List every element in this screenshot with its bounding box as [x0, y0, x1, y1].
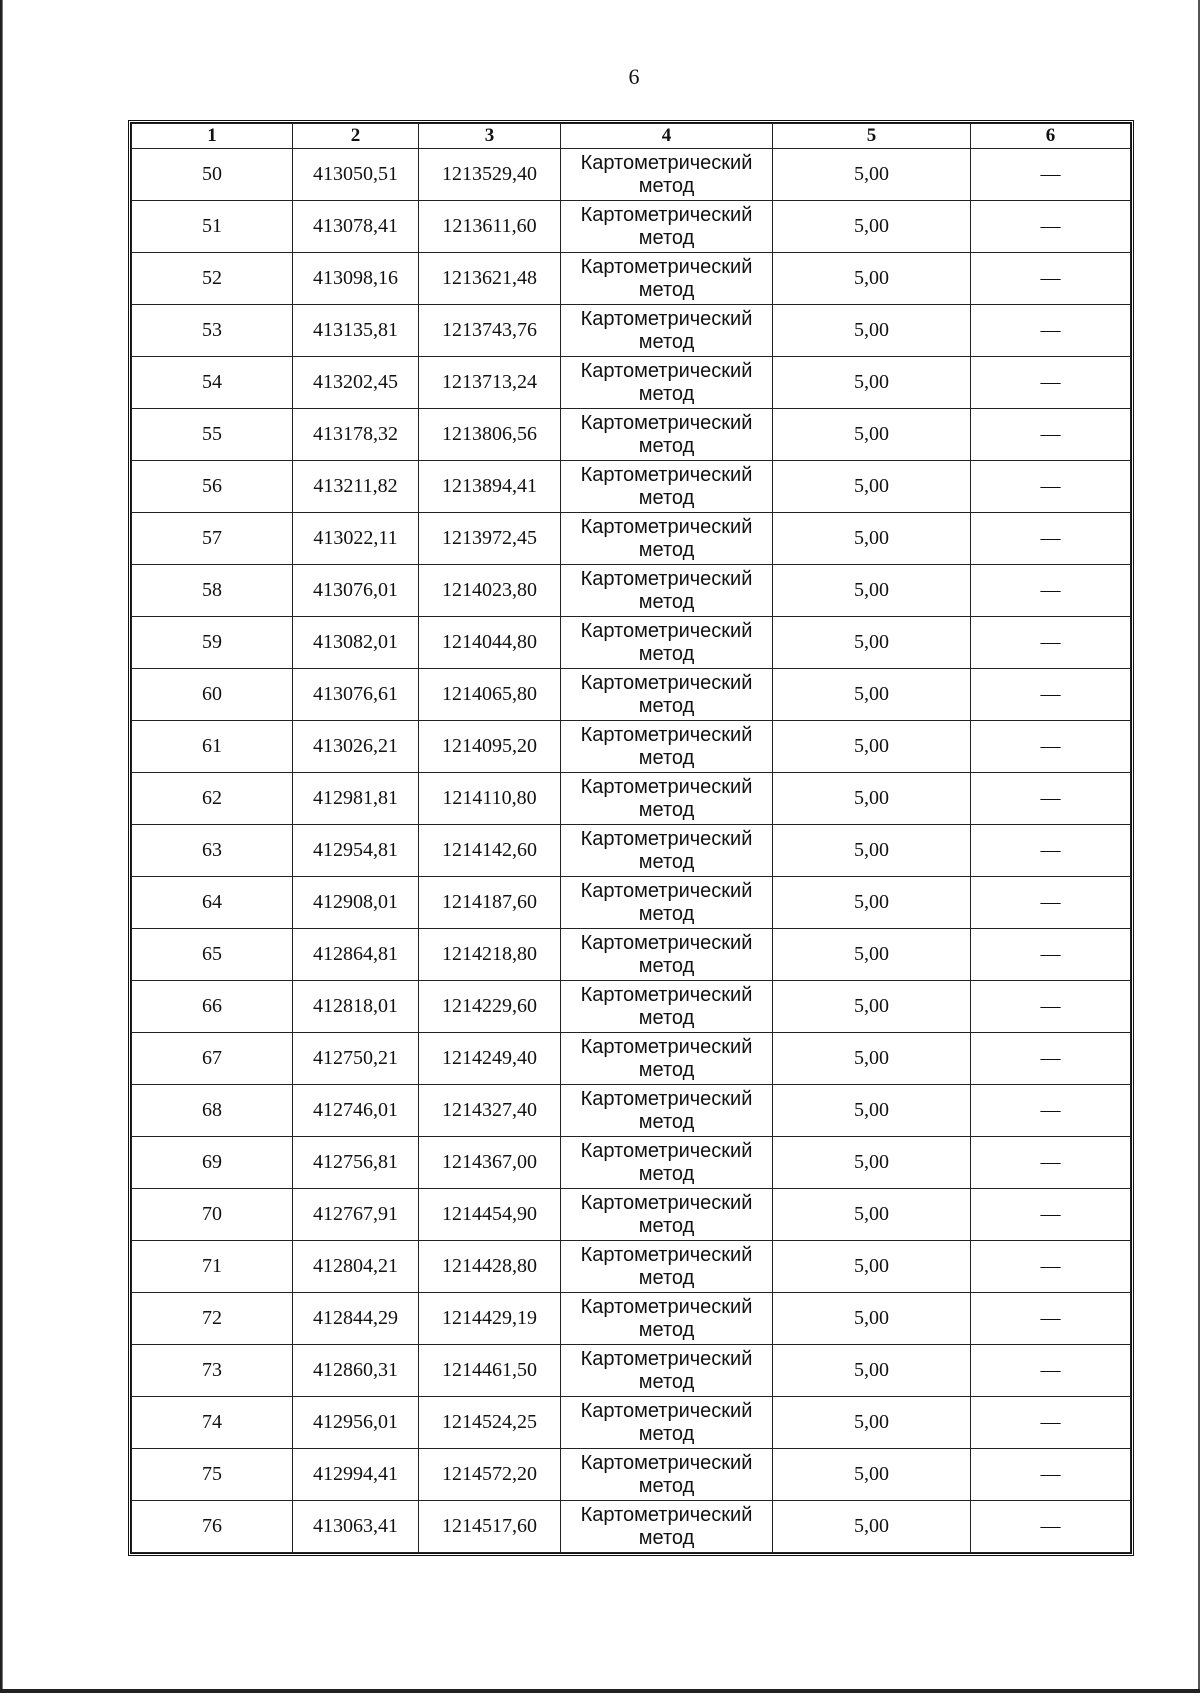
- scan-border-left: [0, 0, 5, 1693]
- point-number-cell: 74: [132, 1397, 293, 1449]
- method-cell: [561, 721, 773, 773]
- method-line-2: метод: [638, 486, 695, 509]
- method-line-2: метод: [638, 330, 695, 353]
- method-line-2: метод: [638, 902, 695, 925]
- table-row: [132, 1501, 1131, 1553]
- method-line-1: Картометрический: [580, 255, 753, 278]
- x-coordinate-cell: 413178,32: [293, 409, 419, 461]
- accuracy-cell: 5,00: [773, 669, 971, 721]
- method-line-2: метод: [638, 174, 695, 197]
- table-row: [132, 1189, 1131, 1241]
- accuracy-cell: 5,00: [773, 357, 971, 409]
- x-coordinate-cell: 412844,29: [293, 1293, 419, 1345]
- method-line-2: метод: [638, 694, 695, 717]
- description-cell: —: [971, 409, 1131, 461]
- description-cell: —: [971, 929, 1131, 981]
- method-line-1: Картометрический: [580, 359, 753, 382]
- table-row: [132, 1033, 1131, 1085]
- table-row: [132, 305, 1131, 357]
- table-row: [132, 773, 1131, 825]
- description-cell: —: [971, 1293, 1131, 1345]
- method-line-2: метод: [638, 1006, 695, 1029]
- accuracy-cell: 5,00: [773, 773, 971, 825]
- page-number: 6: [628, 64, 640, 89]
- accuracy-cell: 5,00: [773, 1501, 971, 1553]
- point-number-cell: 76: [132, 1501, 293, 1553]
- table-row: [132, 1085, 1131, 1137]
- method-line-1: Картометрический: [580, 1087, 753, 1110]
- accuracy-cell: 5,00: [773, 253, 971, 305]
- method-cell: [561, 1449, 773, 1501]
- method-line-1: Картометрический: [580, 775, 753, 798]
- point-number-cell: 57: [132, 513, 293, 565]
- table-row: [132, 1241, 1131, 1293]
- point-number-cell: 73: [132, 1345, 293, 1397]
- table-row: [132, 1293, 1131, 1345]
- x-coordinate-cell: 413098,16: [293, 253, 419, 305]
- method-line-2: метод: [638, 1162, 695, 1185]
- point-number-cell: 62: [132, 773, 293, 825]
- description-cell: —: [971, 1501, 1131, 1553]
- y-coordinate-cell: 1213621,48: [419, 253, 561, 305]
- method-line-2: метод: [638, 1110, 695, 1133]
- method-cell: [561, 1397, 773, 1449]
- x-coordinate-cell: 413135,81: [293, 305, 419, 357]
- header-col-1: 1: [132, 124, 293, 149]
- accuracy-cell: 5,00: [773, 825, 971, 877]
- method-line-1: Картометрический: [580, 619, 753, 642]
- description-cell: —: [971, 1033, 1131, 1085]
- method-line-1: Картометрический: [580, 1191, 753, 1214]
- method-cell: [561, 1085, 773, 1137]
- x-coordinate-cell: 413022,11: [293, 513, 419, 565]
- method-line-1: Картометрический: [580, 879, 753, 902]
- table-header: [132, 124, 1131, 149]
- x-coordinate-cell: 413078,41: [293, 201, 419, 253]
- point-number-cell: 59: [132, 617, 293, 669]
- y-coordinate-cell: 1214023,80: [419, 565, 561, 617]
- table-row: [132, 201, 1131, 253]
- table-row: [132, 825, 1131, 877]
- table-row: [132, 565, 1131, 617]
- y-coordinate-cell: 1214249,40: [419, 1033, 561, 1085]
- method-cell: [561, 877, 773, 929]
- x-coordinate-cell: 412954,81: [293, 825, 419, 877]
- point-number-cell: 61: [132, 721, 293, 773]
- point-number-cell: 54: [132, 357, 293, 409]
- method-line-2: метод: [638, 1214, 695, 1237]
- y-coordinate-cell: 1213743,76: [419, 305, 561, 357]
- description-cell: —: [971, 1449, 1131, 1501]
- accuracy-cell: 5,00: [773, 1085, 971, 1137]
- accuracy-cell: 5,00: [773, 1293, 971, 1345]
- method-line-2: метод: [638, 538, 695, 561]
- method-line-2: метод: [638, 1370, 695, 1393]
- point-number-cell: 75: [132, 1449, 293, 1501]
- table-row: [132, 461, 1131, 513]
- table-row: [132, 877, 1131, 929]
- method-line-2: метод: [638, 590, 695, 613]
- method-line-2: метод: [638, 1422, 695, 1445]
- point-number-cell: 65: [132, 929, 293, 981]
- x-coordinate-cell: 412956,01: [293, 1397, 419, 1449]
- method-line-2: метод: [638, 1526, 695, 1549]
- point-number-cell: 70: [132, 1189, 293, 1241]
- table-row: [132, 1397, 1131, 1449]
- x-coordinate-cell: 413082,01: [293, 617, 419, 669]
- method-cell: [561, 201, 773, 253]
- description-cell: —: [971, 1241, 1131, 1293]
- method-cell: [561, 773, 773, 825]
- accuracy-cell: 5,00: [773, 721, 971, 773]
- table-body: [132, 149, 1131, 1553]
- accuracy-cell: 5,00: [773, 409, 971, 461]
- method-line-1: Картометрический: [580, 515, 753, 538]
- description-cell: —: [971, 253, 1131, 305]
- point-number-cell: 58: [132, 565, 293, 617]
- method-line-1: Картометрический: [580, 1451, 753, 1474]
- method-line-2: метод: [638, 1318, 695, 1341]
- method-line-1: Картометрический: [580, 567, 753, 590]
- header-col-4: 4: [561, 124, 773, 149]
- method-cell: [561, 305, 773, 357]
- x-coordinate-cell: 412908,01: [293, 877, 419, 929]
- method-line-2: метод: [638, 382, 695, 405]
- description-cell: —: [971, 617, 1131, 669]
- accuracy-cell: 5,00: [773, 201, 971, 253]
- method-cell: [561, 253, 773, 305]
- method-line-1: Картометрический: [580, 723, 753, 746]
- description-cell: —: [971, 721, 1131, 773]
- y-coordinate-cell: 1214065,80: [419, 669, 561, 721]
- x-coordinate-cell: 412864,81: [293, 929, 419, 981]
- point-number-cell: 67: [132, 1033, 293, 1085]
- x-coordinate-cell: 413211,82: [293, 461, 419, 513]
- method-line-1: Картометрический: [580, 1295, 753, 1318]
- x-coordinate-cell: 413026,21: [293, 721, 419, 773]
- y-coordinate-cell: 1214454,90: [419, 1189, 561, 1241]
- description-cell: —: [971, 357, 1131, 409]
- method-cell: [561, 825, 773, 877]
- table-row: [132, 929, 1131, 981]
- description-cell: —: [971, 201, 1131, 253]
- method-cell: [561, 1345, 773, 1397]
- description-cell: —: [971, 773, 1131, 825]
- table-row: [132, 149, 1131, 201]
- y-coordinate-cell: 1213806,56: [419, 409, 561, 461]
- point-number-cell: 50: [132, 149, 293, 201]
- method-cell: [561, 929, 773, 981]
- x-coordinate-cell: 412767,91: [293, 1189, 419, 1241]
- method-cell: [561, 1501, 773, 1553]
- method-line-1: Картометрический: [580, 203, 753, 226]
- method-line-1: Картометрический: [580, 463, 753, 486]
- x-coordinate-cell: 412981,81: [293, 773, 419, 825]
- method-cell: [561, 1033, 773, 1085]
- method-line-2: метод: [638, 226, 695, 249]
- method-cell: [561, 617, 773, 669]
- description-cell: —: [971, 825, 1131, 877]
- method-line-2: метод: [638, 850, 695, 873]
- y-coordinate-cell: 1214572,20: [419, 1449, 561, 1501]
- y-coordinate-cell: 1213713,24: [419, 357, 561, 409]
- method-line-1: Картометрический: [580, 151, 753, 174]
- table-row: [132, 513, 1131, 565]
- point-number-cell: 60: [132, 669, 293, 721]
- accuracy-cell: 5,00: [773, 1449, 971, 1501]
- method-line-2: метод: [638, 798, 695, 821]
- y-coordinate-cell: 1214428,80: [419, 1241, 561, 1293]
- x-coordinate-cell: 413076,01: [293, 565, 419, 617]
- table-row: [132, 409, 1131, 461]
- method-line-1: Картометрический: [580, 931, 753, 954]
- method-line-1: Картометрический: [580, 307, 753, 330]
- x-coordinate-cell: 413202,45: [293, 357, 419, 409]
- point-number-cell: 51: [132, 201, 293, 253]
- description-cell: —: [971, 461, 1131, 513]
- accuracy-cell: 5,00: [773, 513, 971, 565]
- method-line-1: Картометрический: [580, 983, 753, 1006]
- table-row: [132, 1449, 1131, 1501]
- point-number-cell: 71: [132, 1241, 293, 1293]
- description-cell: —: [971, 1137, 1131, 1189]
- method-cell: [561, 409, 773, 461]
- method-line-2: метод: [638, 1266, 695, 1289]
- description-cell: —: [971, 149, 1131, 201]
- y-coordinate-cell: 1214367,00: [419, 1137, 561, 1189]
- method-line-1: Картометрический: [580, 1399, 753, 1422]
- accuracy-cell: 5,00: [773, 565, 971, 617]
- point-number-cell: 63: [132, 825, 293, 877]
- y-coordinate-cell: 1213972,45: [419, 513, 561, 565]
- y-coordinate-cell: 1213894,41: [419, 461, 561, 513]
- method-line-1: Картометрический: [580, 411, 753, 434]
- description-cell: —: [971, 1085, 1131, 1137]
- table-row: [132, 669, 1131, 721]
- method-line-2: метод: [638, 1474, 695, 1497]
- accuracy-cell: 5,00: [773, 1241, 971, 1293]
- header-col-6: 6: [971, 124, 1131, 149]
- x-coordinate-cell: 412746,01: [293, 1085, 419, 1137]
- method-line-2: метод: [638, 434, 695, 457]
- table-row: [132, 617, 1131, 669]
- point-number-cell: 69: [132, 1137, 293, 1189]
- method-cell: [561, 981, 773, 1033]
- y-coordinate-cell: 1214044,80: [419, 617, 561, 669]
- point-number-cell: 52: [132, 253, 293, 305]
- y-coordinate-cell: 1214095,20: [419, 721, 561, 773]
- x-coordinate-cell: 412994,41: [293, 1449, 419, 1501]
- method-line-1: Картометрический: [580, 1347, 753, 1370]
- coordinates-table: [131, 123, 1131, 1553]
- point-number-cell: 66: [132, 981, 293, 1033]
- accuracy-cell: 5,00: [773, 617, 971, 669]
- method-cell: [561, 1293, 773, 1345]
- method-line-2: метод: [638, 1058, 695, 1081]
- y-coordinate-cell: 1213529,40: [419, 149, 561, 201]
- method-cell: [561, 149, 773, 201]
- method-cell: [561, 461, 773, 513]
- description-cell: —: [971, 305, 1131, 357]
- x-coordinate-cell: 413076,61: [293, 669, 419, 721]
- x-coordinate-cell: 412804,21: [293, 1241, 419, 1293]
- table-row: [132, 981, 1131, 1033]
- method-cell: [561, 1137, 773, 1189]
- header-col-5: 5: [773, 124, 971, 149]
- x-coordinate-cell: 412860,31: [293, 1345, 419, 1397]
- scan-border-bottom: [0, 1689, 1200, 1693]
- table-row: [132, 1137, 1131, 1189]
- point-number-cell: 56: [132, 461, 293, 513]
- point-number-cell: 64: [132, 877, 293, 929]
- coordinates-table-frame: [128, 120, 1134, 1556]
- y-coordinate-cell: 1214327,40: [419, 1085, 561, 1137]
- y-coordinate-cell: 1214110,80: [419, 773, 561, 825]
- accuracy-cell: 5,00: [773, 877, 971, 929]
- method-cell: [561, 513, 773, 565]
- description-cell: —: [971, 669, 1131, 721]
- method-line-1: Картометрический: [580, 671, 753, 694]
- description-cell: —: [971, 1189, 1131, 1241]
- method-line-1: Картометрический: [580, 827, 753, 850]
- table-row: [132, 357, 1131, 409]
- accuracy-cell: 5,00: [773, 461, 971, 513]
- method-line-1: Картометрический: [580, 1503, 753, 1526]
- accuracy-cell: 5,00: [773, 1397, 971, 1449]
- method-cell: [561, 565, 773, 617]
- y-coordinate-cell: 1214187,60: [419, 877, 561, 929]
- header-row: [132, 124, 1131, 149]
- accuracy-cell: 5,00: [773, 1137, 971, 1189]
- header-col-2: 2: [293, 124, 419, 149]
- method-cell: [561, 669, 773, 721]
- method-line-2: метод: [638, 746, 695, 769]
- description-cell: —: [971, 1397, 1131, 1449]
- method-line-1: Картометрический: [580, 1139, 753, 1162]
- y-coordinate-cell: 1214517,60: [419, 1501, 561, 1553]
- y-coordinate-cell: 1214429,19: [419, 1293, 561, 1345]
- table-row: [132, 253, 1131, 305]
- method-cell: [561, 1189, 773, 1241]
- point-number-cell: 68: [132, 1085, 293, 1137]
- x-coordinate-cell: 413063,41: [293, 1501, 419, 1553]
- y-coordinate-cell: 1214524,25: [419, 1397, 561, 1449]
- y-coordinate-cell: 1213611,60: [419, 201, 561, 253]
- table-row: [132, 721, 1131, 773]
- accuracy-cell: 5,00: [773, 1345, 971, 1397]
- accuracy-cell: 5,00: [773, 1189, 971, 1241]
- method-line-1: Картометрический: [580, 1243, 753, 1266]
- x-coordinate-cell: 412750,21: [293, 1033, 419, 1085]
- method-cell: [561, 1241, 773, 1293]
- accuracy-cell: 5,00: [773, 1033, 971, 1085]
- table-row: [132, 1345, 1131, 1397]
- y-coordinate-cell: 1214461,50: [419, 1345, 561, 1397]
- method-line-2: метод: [638, 954, 695, 977]
- x-coordinate-cell: 412756,81: [293, 1137, 419, 1189]
- point-number-cell: 72: [132, 1293, 293, 1345]
- accuracy-cell: 5,00: [773, 305, 971, 357]
- description-cell: —: [971, 981, 1131, 1033]
- y-coordinate-cell: 1214218,80: [419, 929, 561, 981]
- method-line-2: метод: [638, 642, 695, 665]
- accuracy-cell: 5,00: [773, 929, 971, 981]
- method-cell: [561, 357, 773, 409]
- point-number-cell: 53: [132, 305, 293, 357]
- description-cell: —: [971, 565, 1131, 617]
- accuracy-cell: 5,00: [773, 149, 971, 201]
- y-coordinate-cell: 1214142,60: [419, 825, 561, 877]
- point-number-cell: 55: [132, 409, 293, 461]
- accuracy-cell: 5,00: [773, 981, 971, 1033]
- method-line-1: Картометрический: [580, 1035, 753, 1058]
- y-coordinate-cell: 1214229,60: [419, 981, 561, 1033]
- method-line-2: метод: [638, 278, 695, 301]
- x-coordinate-cell: 413050,51: [293, 149, 419, 201]
- description-cell: —: [971, 513, 1131, 565]
- description-cell: —: [971, 877, 1131, 929]
- header-col-3: 3: [419, 124, 561, 149]
- description-cell: —: [971, 1345, 1131, 1397]
- x-coordinate-cell: 412818,01: [293, 981, 419, 1033]
